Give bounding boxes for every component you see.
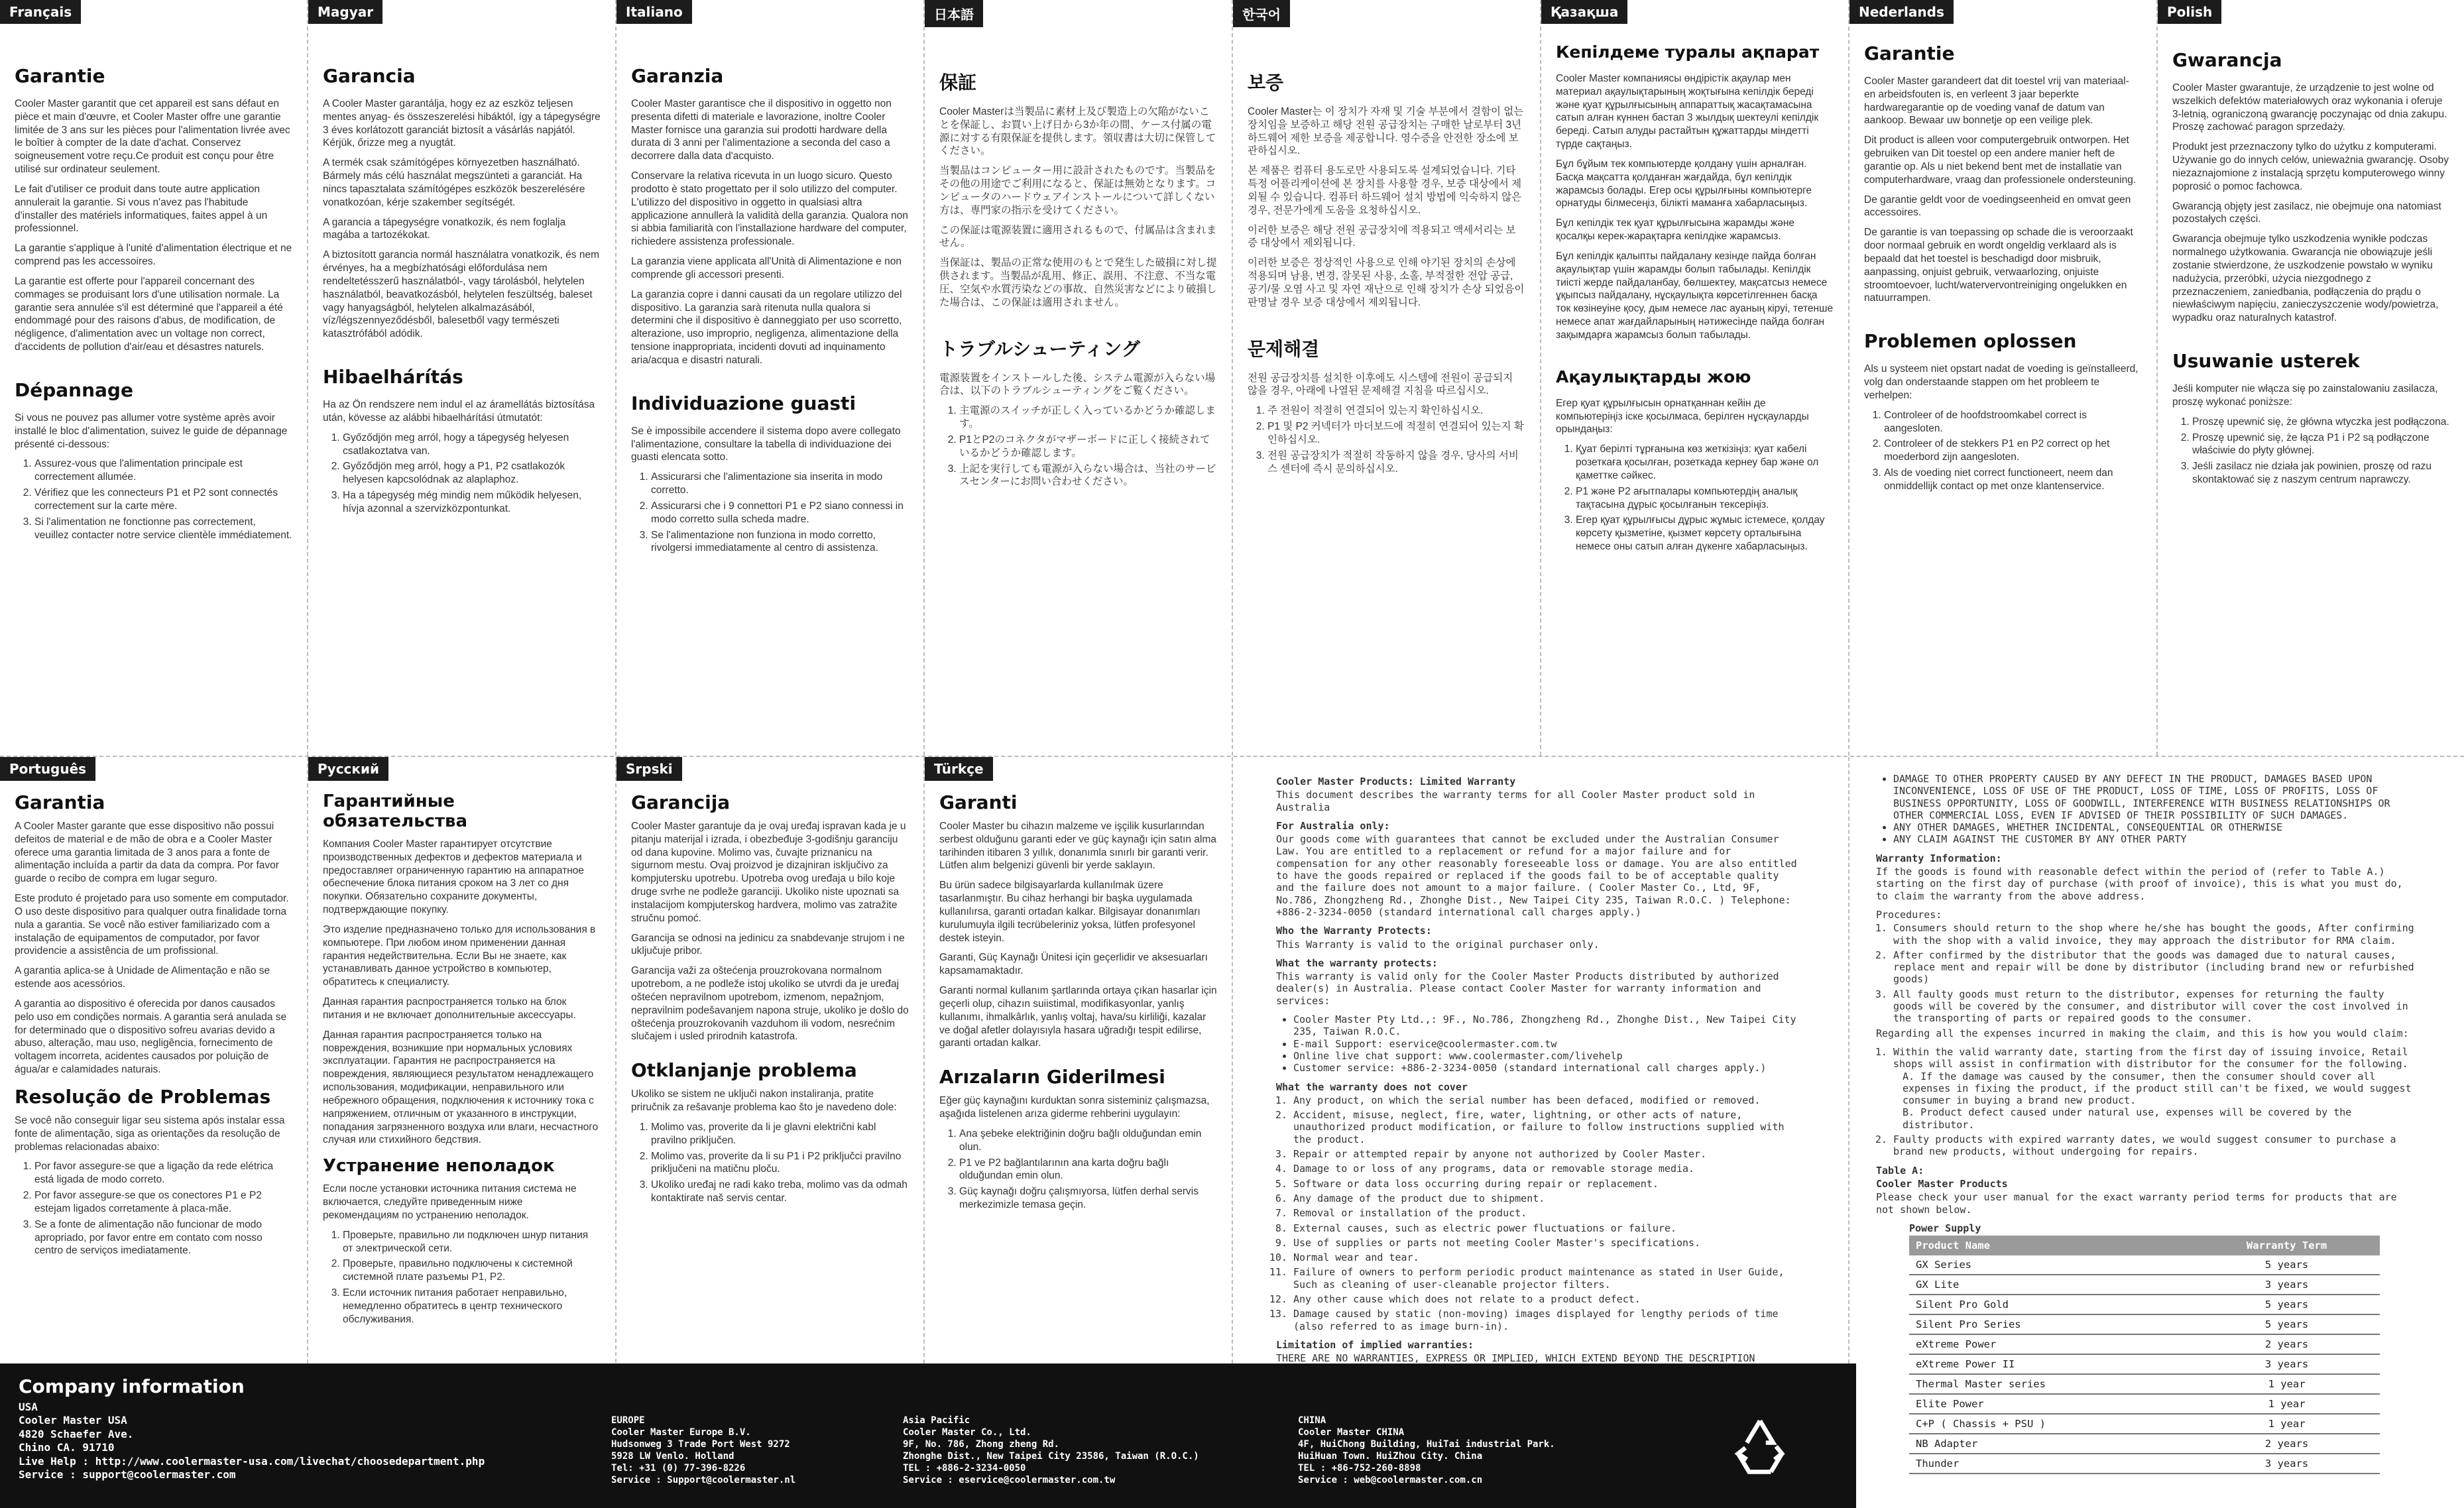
- paragraph: Dit product is alleen voor computergebruik ontworpen. Het gebruiken van Dit toestel op een andere manier heft de garantie op. Als u niet bekend bent met de installatie van computerhardware, vraag dan professionele ondersteuning.: [1864, 135, 2137, 186]
- list-item: 1. Ana şebeke elektriğinin doğru bağlı olduğundan emin olun.: [959, 1128, 1217, 1154]
- lang-tab-nl: Nederlands: [1849, 0, 1954, 24]
- heading: Garancija: [631, 791, 731, 813]
- procedure-list: [1876, 922, 2418, 1024]
- table-subtitle: Cooler Master Products: [1876, 1177, 2008, 1190]
- heading: 보증: [1248, 72, 1284, 93]
- paragraph: THERE ARE NO WARRANTIES, EXPRESS OR IMPLIED, WHICH EXTEND BEYOND THE DESCRIPTION: [1276, 1352, 1755, 1363]
- steps-list: [15, 457, 292, 542]
- list-item: 3. Si l'alimentation ne fonctionne pas correctement, veuillez contacter notre service clientèle immédiatement.: [34, 516, 292, 542]
- lang-tab-pt: Português: [0, 757, 95, 781]
- warranty-term-cell: 2 years: [2194, 1334, 2380, 1354]
- warranty-term-cell: 3 years: [2194, 1354, 2380, 1374]
- table-row: [1909, 1394, 2380, 1414]
- not-covered-list: [1276, 1094, 1802, 1332]
- paragraph: Se è impossibile accendere il sistema dopo avere collegato l'alimentazione, consultare la tabella di individuazione dei guasti elencata sotto.: [631, 425, 901, 463]
- panel-warranty-terms: [1849, 757, 2464, 1508]
- warranty-term-cell: 1 year: [2194, 1414, 2380, 1434]
- company-footer: [0, 1363, 1856, 1508]
- list-item: 7. Removal or installation of the product.: [1293, 1207, 1802, 1219]
- list-item: 3. Егер қуат құрылғысы дұрыс жұмыс істемесе, қолдау көрсету қызметіне, қызмет көрсету орталығына немесе оны сатып алған дүкенге хабарласыңыз.: [1576, 514, 1834, 553]
- paragraph: Garancija se odnosi na jedinicu za snabdevanje strujom i ne uključuje pribor.: [631, 932, 905, 957]
- product-name-cell: C+P ( Chassis + PSU ): [1909, 1414, 2194, 1434]
- warranty-term-cell: 1 year: [2194, 1394, 2380, 1414]
- list-item: 3. 전원 공급장치가 적절히 작동하지 않을 경우, 당사의 서비스 센터에 즉시 문의하십시오.: [1267, 449, 1525, 476]
- paragraph: This document describes the warranty terms for all Cooler Master product sold in Australia: [1276, 789, 1755, 813]
- service-email[interactable]: Service : eservice@coolermaster.com.tw: [903, 1474, 1116, 1485]
- footer-title: Company information: [19, 1375, 245, 1397]
- list-item: 10. Normal wear and tear.: [1293, 1251, 1802, 1263]
- paragraph: Our goods come with guarantees that cannot be excluded under the Australian Consumer Law. You are entitled to a replacement or refund for a major failure and for compensation for any other reasonably foreseeable loss or damage. You are also entitled to have the goods repaired or replaced if the goods fail to be of acceptable quality and the failure does not amount to a major failure. ( Cooler Master Co., Ltd, 9F, No.786, Zhongzheng Rd., Zhonghe Dist., New Taipei City 235, Taiwan R.O.C. ) Telephone: +886-2-3234-0050 (standard international call charges apply.): [1276, 833, 1797, 918]
- heading: Otklanjanje problema: [631, 1059, 857, 1082]
- list-item: 1. 주 전원이 적절히 연결되어 있는지 확인하십시오.: [1267, 404, 1525, 418]
- claim-a: A. If the damage was caused by the consumer, then the consumer should cover all expenses in fixing the product, if the product still can't be fixed, we would suggest consumer in buying a brand new product.: [1903, 1070, 2412, 1107]
- list-item: 1. Consumers should return to the shop where he/she has bought the goods, After confirming with the shop with a valid invoice, they may approach the distributor for RMA claim.: [1893, 922, 2418, 947]
- table-row: [1909, 1275, 2380, 1295]
- product-name-cell: Silent Pro Gold: [1909, 1295, 2194, 1314]
- paragraph: La garantie s'applique à l'unité d'alimentation électrique et ne comprend pas les accessoires.: [15, 243, 292, 268]
- panel-french: [0, 0, 308, 756]
- paragraph: A Cooler Master garantálja, hogy ez az eszköz teljesen mentes anyag- és összeszerelési hibáktól, így a tápegységre 3 éves korlátozott garanciát biztosít a vásárlás napjától. Kérjük, őrizze meg a nyugtát.: [323, 98, 601, 149]
- phone: TEL : +886-2-3234-0050: [903, 1462, 1026, 1474]
- warranty-table-body: [1909, 1255, 2380, 1474]
- panel-japanese: [925, 0, 1233, 756]
- warranty-term-cell: 5 years: [2194, 1295, 2380, 1314]
- region-name: USA: [19, 1401, 38, 1413]
- panel-dutch: [1849, 0, 2158, 756]
- paragraph: A garancia a tápegységre vonatkozik, és nem foglalja magába a tartozékokat.: [323, 216, 566, 241]
- table-row: [1909, 1414, 2380, 1434]
- list-item: 1. Molimo vas, proverite da li je glavni električni kabl pravilno priključen.: [651, 1121, 909, 1147]
- list-item: 1. Assurez-vous que l'alimentation principale est correctement allumée.: [34, 457, 292, 484]
- region-name: CHINA: [1298, 1415, 1326, 1426]
- product-name-cell: Thunder: [1909, 1454, 2194, 1474]
- list-item: 12. Any other cause which does not relate to a product defect.: [1293, 1293, 1802, 1305]
- section-label: Procedures:: [1876, 908, 1942, 921]
- table-label: Table A:: [1876, 1164, 1924, 1177]
- paragraph: De garantie is van toepassing op schade die is veroorzaakt door normaal gebruik en wordt ongeldig verklaard als is bepaald dat het toestel is beschadigd door misbruik, aanpassing, onjuist gebruik, verwaarlozing, onjuiste stroomtoevoer, lucht/watervervontreiniging ongelukken en natuurrampen.: [1864, 227, 2133, 304]
- list-item: • ANY OTHER DAMAGES, WHETHER INCIDENTAL, CONSEQUENTIAL OR OTHERWISE: [1893, 821, 2418, 833]
- lang-tab-sr: Srpski: [616, 757, 682, 781]
- paragraph: Данная гарантия распространяется только на блок питания и не включает дополнительные аксессуары.: [323, 996, 576, 1021]
- paragraph: Бұл кепілдік тек қуат құрылғысына жарамды және қосалқы керек-жарақтарға кепілдіке жарамсыз.: [1556, 217, 1795, 243]
- warranty-term-cell: 3 years: [2194, 1275, 2380, 1295]
- paragraph: Егер қуат құрылғысын орнатқаннан кейін де компьютеріңіз іске қосылмаса, берілген нұсқауларды орындаңыз:: [1556, 397, 1809, 435]
- footer-usa: [19, 1401, 485, 1482]
- list-item: 1. Controleer of de hoofdstroomkabel correct is aangesloten.: [1884, 409, 2142, 435]
- lang-tab-it: Italiano: [616, 0, 692, 24]
- list-item: 9. Use of supplies or parts not meeting Cooler Master's specifications.: [1293, 1237, 1802, 1249]
- table-row: [1909, 1255, 2380, 1275]
- heading: Ақаулықтарды жою: [1556, 367, 1751, 386]
- heading: Problemen oplossen: [1864, 330, 2077, 353]
- footer-china: [1298, 1415, 1555, 1486]
- col-product-name: Product Name: [1909, 1236, 2194, 1255]
- panel-hungarian: [308, 0, 616, 756]
- list-item: 2. After confirmed by the distributor that the goods was damaged due to natural causes, replace ment and repair will be done by distributor (including brand new or refurbished goods): [1893, 949, 2418, 986]
- product-name-cell: NB Adapter: [1909, 1434, 2194, 1454]
- paragraph: A biztosított garancia normál használatra vonatkozik, és nem érvényes, ha a megbízhatósági előfordulása nem rendeltetésszerű használatból-, vagy tárolásból, helytelen használatból, beavatkozásból, helytelen feszültség, baleset vagy hanyagságból, helytelen alkalmazásából, víz/légszennyeződésből, balesetből vagy természeti katasztrófából adódik.: [323, 249, 599, 340]
- lang-tab-hu: Magyar: [308, 0, 382, 24]
- address: Hudsonweg 3 Trade Port West 9272: [611, 1438, 790, 1450]
- panel-italian: [616, 0, 925, 756]
- paragraph: A Cooler Master garante que esse dispositivo não possui defeitos de material e de mão de obra e a Cooler Master oferece uma garantia limitada de 3 anos para a fonte de alimentação incluída a partir da data da compra. Por favor guarde o recibo de compra em lugar seguro.: [15, 821, 279, 885]
- steps-list: [939, 404, 1217, 489]
- paragraph: Данная гарантия распространяется только на повреждения, возникшие при нормальных условиях эксплуатации. Гарантия не распространяется на повреждения, являющиеся результатом ненадлежащего использования, модификации, неправильного или небрежного обращения, подключения к источнику тока с напряжением, отличным от указанного в инструкции, попадания загрязненного воздуха или влаги, несчастного случая или стихийного бедствия.: [323, 1029, 599, 1146]
- paragraph: A termék csak számítógépes környezetben használható. Bármely más célú használat megszünteti a garanciát. Ha nincs tapasztalata számítógépes eszközök beszerelésére vonatkozóan, kérje szakember segítségét.: [323, 157, 585, 208]
- address: 4F, HuiChong Building, HuiTai industrial Park.: [1298, 1438, 1555, 1450]
- paragraph: Cooler Master bu cihazın malzeme ve işçilik kusurlarından serbest olduğunu garanti eder ve güç kaynağı için satın alma tarihinden itibaren 3 yıllık, donanımla sınırlı bir garanti verir. Lütfen alım belgenizi güvenli bir yerde saklayın.: [939, 821, 1216, 872]
- heading: トラブルシューティング: [939, 337, 1140, 360]
- panel-serbian: [616, 757, 925, 1363]
- company-name: Cooler Master USA: [19, 1414, 127, 1427]
- paragraph: Garanti normal kullanım şartlarında ortaya çıkan hasarlar için geçerli olup, cihazın suiistimal, modifikasyonlar, yanlış kullanımı, ihmalkârlık, yanlış voltaj, hava/su kirliliği, kazalar ve doğal afetler dolayısıyla hasara uğradığı tespit edilirse, garanti ortadan kalkar.: [939, 985, 1217, 1049]
- paragraph: Gwarancją objęty jest zasilacz, nie obejmuje ona natomiast pozostałych części.: [2172, 200, 2441, 225]
- list-item: 2. Accident, misuse, neglect, fire, water, lightning, or other acts of nature, unauthorized product modification, or failure to follow instructions supplied with the product.: [1293, 1109, 1802, 1145]
- paragraph: Cooler Masterは当製品に素材上及び製造上の欠陥がないことを保証し、お買い上げ日から3か年の間、ケース付属の電源に対する有限保証を提供します。領収書は大切に保管してください。: [939, 106, 1216, 157]
- claim-list: [1876, 1046, 2418, 1158]
- product-name-cell: eXtreme Power: [1909, 1334, 2194, 1354]
- paragraph: Please check your user manual for the exact warranty period terms for products that are not shown below.: [1876, 1191, 2397, 1216]
- heading: Garanti: [939, 791, 1018, 813]
- steps-list: [1864, 409, 2142, 493]
- list-item: 1. Қуат берілті тұрғанына көз жеткізіңіз: қуат кабелі розеткаға қосылған, розеткада кернеу бар және ол қаметтке сәйкес.: [1576, 443, 1834, 482]
- paragraph: A garantia aplica-se à Unidade de Alimentação e não se estende aos acessórios.: [15, 965, 270, 990]
- product-name-cell: GX Lite: [1909, 1275, 2194, 1295]
- paragraph: Cooler Master gwarantuje, że urządzenie to jest wolne od wszelkich defektów materiałowych oraz wykonania i oferuje 3-letnią, ograniczoną gwarancję poczynając od dnia zakupu. Proszę zachować paragon sprzedaży.: [2172, 82, 2447, 133]
- warranty-term-cell: 3 years: [2194, 1454, 2380, 1474]
- paragraph: This warranty is valid only for the Cooler Master Products distributed by authorized dealer(s) in Australia. Please contact Cooler Master for warranty information and services:: [1276, 970, 1779, 1007]
- paragraph: This Warranty is valid to the original purchaser only.: [1276, 938, 1600, 951]
- panel-kazakh: [1541, 0, 1849, 756]
- list-item: 2. Győződjön meg arról, hogy a P1, P2 csatlakozók helyesen kapcsolódnak az alaplaphoz.: [343, 460, 601, 487]
- list-item: 1. Any product, on which the serial number has been defaced, modified or removed.: [1293, 1094, 1802, 1106]
- panel-turkish: [925, 757, 1233, 1363]
- steps-list: [323, 1229, 601, 1326]
- list-item: 3. 上記を実行しても電源が入らない場合は、当社のサービスセンターにお問い合わせください。: [959, 463, 1217, 489]
- heading: Garantie: [1864, 42, 1955, 64]
- panel-warranty-australia: [1233, 757, 1849, 1363]
- table-category: Power Supply: [1909, 1222, 1981, 1234]
- warranty-term-cell: 2 years: [2194, 1434, 2380, 1454]
- paragraph: Cooler Master компаниясы өндірістік ақаулар мен материал ақаулықтарының жоқтығына кепілдік береді және қуат құрылғысының аппараттық жасақтамасына сатып алған күннен бастап 3 жылдық шектеулі кепілдік береді. Сатып алуды растайтын құжаттарды міндетті түрде сақтаңыз.: [1556, 73, 1819, 150]
- list-item: 3. Als de voeding niet correct functioneert, neem dan onmiddellijk contact op met onze klantenservice.: [1884, 467, 2142, 493]
- panel-portuguese: [0, 757, 308, 1363]
- lang-tab-ko: 한국어: [1233, 0, 1290, 27]
- list-item: 3. Se a fonte de alimentação não funcionar de modo apropriado, por favor entre em contato com nosso centro de serviços imediatamente.: [34, 1218, 292, 1257]
- heading: Garanzia: [631, 65, 724, 87]
- section-label: For Australia only:: [1276, 819, 1390, 832]
- list-item: • ANY CLAIM AGAINST THE CUSTOMER BY ANY OTHER PARTY: [1893, 833, 2418, 845]
- paragraph: Jeśli komputer nie włącza się po zainstalowaniu zasilacza, proszę wykonać poniższe:: [2172, 383, 2438, 408]
- paragraph: Ha az Ön rendszere nem indul el az áramellátás biztosítása után, kövesse az alábbi hibaelhárítási útmutatót:: [323, 399, 595, 424]
- paragraph: Бұл кепілдік қалыпты пайдалану кезінде пайда болған ақаулықтар үшін жарамды болып табылады. Кепілдік тиісті жерде пайдаланбау, бөлшектеу, мақсатсыз немесе ұқыпсыз пайдалану, нұсқаулықта көрсетілгеннен басқа ток көзінеуіне қосу, дым немесе лас ауаның кіруі, тетенше немесе апат жағдайларының нәтижесінде пайда болған зақымдарға жарамсыз болып табылады.: [1556, 250, 1834, 341]
- paragraph: If the goods is found with reasonable defect within the period of (refer to Table A.) starting on the first day of purchase (with proof of invoice), this is what you must do, to claim the warranty from the above address.: [1876, 866, 2403, 902]
- section-label: Warranty Information:: [1876, 852, 2002, 864]
- company-name: Cooler Master Europe B.V.: [611, 1426, 751, 1438]
- heading: Usuwanie usterek: [2172, 350, 2360, 373]
- heading: 문제해결: [1248, 337, 1320, 360]
- paragraph: Eğer güç kaynağını kurduktan sonra sisteminiz çalışmazsa, aşağıda listelenen arıza giderme rehberini uygulayın:: [939, 1095, 1210, 1120]
- service-email[interactable]: Service : web@coolermaster.com.cn: [1298, 1474, 1483, 1485]
- lang-tab-ru: Русский: [308, 757, 388, 781]
- heading: Кепілдеме туралы ақпарат: [1556, 42, 1820, 62]
- list-item: 2. Faulty products with expired warranty dates, we would suggest consumer to purchase a brand new products, without undergoing for repairs.: [1893, 1133, 2418, 1158]
- paragraph: Este produto é projetado para uso somente em computador. O uso deste dispositivo para qualquer outra finalidade torna nula a garantia. Se você não estiver familiarizado com a instalação de equipamentos de computador, por favor providencie a assistência de um profissional.: [15, 893, 289, 957]
- panel-polish: [2158, 0, 2464, 756]
- address: Chino CA. 91710: [19, 1441, 115, 1454]
- list-item: 3. Güç kaynağı doğru çalışmıyorsa, lütfen derhal servis merkezimizle temasa geçin.: [959, 1185, 1217, 1212]
- live-help-link[interactable]: Live Help : http://www.coolermaster-usa.com/livechat/choosedepartment.php: [19, 1454, 485, 1468]
- footer-asia-pacific: [903, 1415, 1199, 1486]
- product-name-cell: Thermal Master series: [1909, 1374, 2194, 1394]
- paragraph: Компания Cooler Master гарантирует отсутствие производственных дефектов и дефектов материала и предоставляет ограниченную гарантию на аппаратное обеспечение блока питания сроком на 3 лет со дня покупки. Обязательно сохраните документы, подтверждающие покупку.: [323, 839, 585, 916]
- paragraph: Se você não conseguir ligar seu sistema após instalar essa fonte de alimentação, siga as orientações da resolução de problemas relacionadas abaixo:: [15, 1114, 285, 1153]
- list-item: 3. All faulty goods must return to the distributor, expenses for returning the faulty goods will be covered by the consumer, and distributor will cover the cost involved in the transporting of parts or repaired goods to the consumer.: [1893, 988, 2418, 1025]
- list-item: 11. Failure of owners to perform periodic product maintenance as stated in User Guide, Such as cleaning of user-cleanable projector filters.: [1293, 1266, 1802, 1291]
- product-name-cell: Elite Power: [1909, 1394, 2194, 1414]
- heading: Гарантийные обязательства: [323, 791, 468, 831]
- address: 4820 Schaefer Ave.: [19, 1427, 134, 1440]
- list-item: 13. Damage caused by static (non-moving) images displayed for lengthy periods of time (also referred to as image burn-in).: [1293, 1308, 1802, 1332]
- lang-tab-tr: Türkçe: [925, 757, 993, 781]
- list-item: 2. Assicurarsi che i 9 connettori P1 e P2 siano connessi in modo corretto sulla scheda madre.: [651, 500, 909, 526]
- address: 9F, No. 786, Zhong zheng Rd.: [903, 1438, 1060, 1450]
- list-item: 2. Por favor assegure-se que os conectores P1 e P2 estejam ligados corretamente à placa-mãe.: [34, 1189, 292, 1216]
- paragraph: 이러한 보증은 정상적인 사용으로 인해 야기된 장치의 손상에 적용되며 남용, 변경, 잘못된 사용, 소홀, 부적절한 전압 공급, 공기/물 오염 사고 및 자연 재난으로 인해 장치가 손상 되었음이 판명날 경우 보증 대상에서 제외됩니다.: [1248, 257, 1525, 308]
- product-name-cell: eXtreme Power II: [1909, 1354, 2194, 1374]
- company-name: Cooler Master CHINA: [1298, 1426, 1405, 1438]
- list-item: 2. Проверьте, правильно подключены к системной системной плате разъемы P1, P2.: [343, 1257, 601, 1284]
- list-item: 3. Ukoliko uređaj ne radi kako treba, molimo vas da odmah kontaktirate naš servis centar.: [651, 1179, 909, 1205]
- claim-b: B. Product defect caused under natural use, expenses will be covered by the distributor.: [1903, 1106, 2352, 1131]
- paragraph: Cooler Master garantuje da je ovaj uređaj ispravan kada je u pitanju materijal i izrada, i obezbeđuje 3-godišnju garanciju od dana kupovine. Molimo vas, čuvajte priznanicu na sigurnom mestu. Ovaj proizvod je dizajniran isključivo za kompjutersku upotrebu. Upotreba ovog uređaja u bilo koje druge svrhe ne podleže garanciji. Ukoliko niste upoznati sa instalacijom kompjuterskog hardvera, molimo vas zatražite stručnu pomoć.: [631, 821, 906, 924]
- paragraph: Бұл бұйым тек компьютерде қолдану үшін арналған. Басқа мақсатта қолданған жағдайда, бұл кепілдік жарамсыз болады. Егер осы құрылғыны компьютерге орнатуды білмесеңіз, білікті маманға хабарласыңыз.: [1556, 158, 1812, 209]
- list-item: 1. Por favor assegure-se que a ligação da rede elétrica está ligada de modo correto.: [34, 1160, 292, 1187]
- list-item: 2. Vérifiez que les connecteurs P1 et P2 sont connectés correctement sur la carte mère.: [34, 487, 292, 513]
- paragraph: Garancija važi za oštećenja prouzrokovana normalnom upotrebom, a ne podleže istoj ukoliko se utvrdi da je uređaj oštećen nepravilnom upotrebom, izmenom, nepažnjom, nepravilnim podešavanjem napona struje, ukoliko je došlo do oštećenja prouzrokovanih vazduhom ili vodom, nesrećnim slučajem i usled prirodnih katastrofa.: [631, 965, 909, 1043]
- paragraph: Это изделие предназначено только для использования в компьютере. При любом ином применении данная гарантия недействительна. Если Вы не знаете, как устанавливать данное устройство в компьютер, обратитесь к специалисту.: [323, 923, 596, 988]
- paragraph: Bu ürün sadece bilgisayarlarda kullanılmak üzere tasarlanmıştır. Bu cihaz herhangi bir başka uygulamada kullanılırsa, garanti ortadan kalkar. Bilgisayar donanımları kurulumuyla ilgili tecrübeleriniz yoksa, lütfen profesyonel destek isteyin.: [939, 880, 1201, 944]
- warranty-term-cell: 5 years: [2194, 1255, 2380, 1275]
- list-item: 1. Assicurarsi che l'alimentazione sia inserita in modo corretto.: [651, 471, 909, 497]
- heading: Arızaların Giderilmesi: [939, 1066, 1165, 1088]
- list-item: 2. Molimo vas, proverite da li su P1 i P2 priključci pravilno priključeni na matičnu ploču.: [651, 1150, 909, 1177]
- steps-list: [939, 1128, 1217, 1212]
- service-email[interactable]: Service : support@coolermaster.com: [19, 1468, 236, 1481]
- paragraph: Si vous ne pouvez pas allumer votre système après avoir installé le bloc d'alimentation, suivez le guide de dépannage présenté ci-dessous:: [15, 412, 288, 450]
- paragraph: Produkt jest przeznaczony tylko do użytku z komputerami. Używanie go do innych celów, unieważnia gwarancję. Osoby niezaznajomione z instalacją sprzętu komputerowego winny poprosić o pomoc fachowca.: [2172, 141, 2449, 192]
- steps-list: [15, 1160, 292, 1257]
- list-item: 6. Any damage of the product due to shipment.: [1293, 1192, 1802, 1204]
- list-item: 1. Proszę upewnić się, że główna wtyczka jest podłączona.: [2192, 416, 2449, 429]
- paragraph: Garanti, Güç Kaynağı Ünitesi için geçerlidir ve aksesuarları kapsamamaktadır.: [939, 952, 1208, 977]
- paragraph: 電源装置をインストールした後、システム電源が入らない場合は、以下のトラブルシューティングをご覧ください。: [939, 372, 1216, 397]
- list-item: 3. Ha a tápegység még mindig nem működik helyesen, hívja azonnal a szervizközpontunkat.: [343, 489, 601, 516]
- table-row: [1909, 1454, 2380, 1474]
- table-header-row: [1909, 1236, 2380, 1255]
- paragraph: 当保証は、製品の正常な使用のもとで発生した破損に対し提供されます。当製品が乱用、修正、誤用、不注意、不当な電圧、空気や水質汚染などの事故、自然災害などにより破損した場合は、この保証は適用されません。: [939, 257, 1217, 308]
- paragraph: Cooler Master는 이 장치가 자재 및 기술 부분에서 결함이 없는 장치임을 보증하고 해당 전원 공급장치는 구매한 날로부터 3년 하드웨어 제한 보증을 제공합니다. 영수증을 안전한 장소에 보관하십시오.: [1248, 106, 1524, 157]
- paragraph: この保証は電源装置に適用されるもので、付属品は含まれません。: [939, 224, 1217, 249]
- table-row: [1909, 1295, 2380, 1314]
- section-label: Limitation of implied warranties:: [1276, 1338, 1474, 1351]
- region-name: Asia Pacific: [903, 1415, 970, 1426]
- heading: 保証: [939, 72, 977, 93]
- paragraph: Cooler Master garandeert dat dit toestel vrij van materiaal- en arbeidsfouten is, en verleent 3 jaar beperkte hardwaregarantie op de voeding vanaf de datum van aankoop. Bewaar uw bonnetje op een veilige plek.: [1864, 76, 2129, 127]
- list-item: 2. P1 및 P2 커넥터가 마더보드에 적절히 연결되어 있는지 확인하십시오.: [1267, 420, 1525, 447]
- steps-list: [323, 432, 601, 516]
- heading: Resolução de Problemas: [15, 1085, 271, 1108]
- paragraph: Conservare la relativa ricevuta in un luogo sicuro. Questo prodotto è stato progettato per il solo utilizzo del computer. L'utilizzo del dispositivo in oggetto in qualsiasi altra applicazione annullerà la validità della garanzia. Qualora non si abbia familiarità con l'installazione hardware del computer, richiedere assistenza professionale.: [631, 170, 908, 248]
- address: HuiHuan Town. HuiZhou City. China: [1298, 1450, 1483, 1462]
- table-row: [1909, 1314, 2380, 1334]
- paragraph: Le fait d'utiliser ce produit dans toute autre application annulerait la garantie. Si vous n'avez pas l'habitude d'installer des matériels informatiques, faites appel à un professionnel.: [15, 183, 268, 235]
- warranty-term-cell: 1 year: [2194, 1374, 2380, 1394]
- list-item: 2. Controleer of de stekkers P1 en P2 correct op het moederbord zijn aangesloten.: [1884, 437, 2142, 464]
- list-item: 8. External causes, such as electric power fluctuations or failure.: [1293, 1222, 1802, 1234]
- paragraph: De garantie geldt voor de voedingseenheid en omvat geen accessoires.: [1864, 194, 2131, 219]
- paragraph: La garanzia copre i danni causati da un regolare utilizzo del dispositivo. La garanzia sarà ritenuta nulla qualora si determini che il dispositivo è danneggiato per uso scorretto, alterazione, uso improprio, negligenza, alimentazione della tensione inappropriata, incidenti dovuti ad inquinamento aria/acqua e disastri naturali.: [631, 288, 902, 366]
- col-warranty-term: Warranty Term: [2194, 1236, 2380, 1255]
- paragraph: Если после установки источника питания система не включается, следуйте приведенным ниже рекомендациям по устранению неполадок.: [323, 1183, 577, 1221]
- paragraph: 전원 공급장치를 설치한 이후에도 시스템에 전원이 공급되지 않을 경우, 아래에 나열된 문제해결 지침을 따르십시오.: [1248, 372, 1513, 397]
- list-item: 1. Győződjön meg arról, hogy a tápegység helyesen csatlakoztatva van.: [343, 432, 601, 458]
- section-label: Who the Warranty Protects:: [1276, 925, 1432, 937]
- list-item: • Cooler Master Pty Ltd.,: 9F., No.786, Zhongzheng Rd., Zhonghe Dist., New Taipei City 235, Taiwan R.O.C.: [1293, 1014, 1802, 1038]
- list-item: 3. Если источник питания работает неправильно, немедленно обратитесь в центр технического обслуживания.: [343, 1287, 601, 1326]
- table-row: [1909, 1434, 2380, 1454]
- heading: Garantia: [15, 791, 105, 813]
- recycle-icon: [1724, 1410, 1796, 1483]
- heading: Hibaelhárítás: [323, 366, 463, 388]
- lang-tab-kk: Қазақша: [1541, 0, 1627, 24]
- heading: Garancia: [323, 65, 416, 87]
- paragraph: Gwarancja obejmuje tylko uszkodzenia wynikłe podczas normalnego użytkowania. Gwarancja nie obowiązuje jeśli zostanie stwierdzone, że uszkodzenie powstało w wyniku nadużycia, przeróbki, użycia niezgodnego z przeznaczeniem, zaniedbania, podłączenia do prądu o niewłaściwym napięciu, zanieczyszczenie wody/powietrza, wypadku oraz naturalnych katastrof.: [2172, 233, 2439, 324]
- section-label: What the warranty protects:: [1276, 957, 1438, 969]
- list-item: 3. Jeśli zasilacz nie działa jak powinien, proszę od razu skontaktować się z naszym centrum naprawczy.: [2192, 460, 2449, 487]
- product-name-cell: GX Series: [1909, 1255, 2194, 1275]
- phone: Tel: +31 (0) 77-396-8226: [611, 1462, 746, 1474]
- phone: TEL : +86-752-260-8898: [1298, 1462, 1421, 1474]
- damage-list: [1876, 773, 2418, 846]
- steps-list: [1556, 443, 1834, 553]
- heading: Individuazione guasti: [631, 392, 856, 414]
- list-item: • Online live chat support: www.coolermaster.com/livehelp: [1293, 1050, 1802, 1062]
- contact-list: [1276, 1014, 1802, 1074]
- product-name-cell: Silent Pro Series: [1909, 1314, 2194, 1334]
- steps-list: [1248, 404, 1525, 475]
- list-item: • DAMAGE TO OTHER PROPERTY CAUSED BY ANY DEFECT IN THE PRODUCT, DAMAGES BASED UPON INCONVENIENCE, LOSS OF USE OF THE PRODUCT, LOSS OF TIME, LOSS OF PROFITS, LOSS OF BUSINESS OPPORTUNITY, LOSS OF GOODWILL, INTERFERENCE WITH BUSINESS RELATIONSHIPS OR OTHER COMMERCIAL LOSS, EVEN IF ADVISED OF THEIR POSSIBILITY OF SUCH DAMAGES.: [1893, 773, 2418, 821]
- address: Zhonghe Dist., New Taipei City 23586, Taiwan (R.O.C.): [903, 1450, 1199, 1462]
- steps-list: [631, 471, 909, 555]
- heading: Устранение неполадок: [323, 1156, 555, 1177]
- paragraph: 이러한 보증은 해당 전원 공급장치에 적용되고 액세서리는 보증 대상에서 제외됩니다.: [1248, 224, 1516, 249]
- list-item: 3. Repair or attempted repair by anyone not authorized by Cooler Master.: [1293, 1148, 1802, 1160]
- list-item: 1. Проверьте, правильно ли подключен шнур питания от электрической сети.: [343, 1229, 601, 1255]
- lang-tab-pl: Polish: [2158, 0, 2221, 24]
- steps-list: [631, 1121, 909, 1205]
- list-item: 1. 主電源のスイッチが正しく入っているかどうか確認します。: [959, 404, 1217, 431]
- paragraph: La garantie est offerte pour l'appareil concernant des commages se produisant lors d'une utilisation normale. La garantie sera annulée s'il est déterminé que l'appareil a été endommagé pour des raisons d'abus, de modification, de négligence, d'alimentation avec un voltage non correct, d'accidents de pollution d'air/eau et désastres naturels.: [15, 275, 283, 353]
- steps-list: [2172, 416, 2449, 487]
- warranty-title: Cooler Master Products: Limited Warranty: [1276, 776, 1516, 787]
- list-item: • E-mail Support: eservice@coolermaster.com.tw: [1293, 1038, 1802, 1050]
- list-item: [1893, 1046, 2418, 1131]
- paragraph: A garantia ao dispositivo é oferecida por danos causados pelo uso em condições normais. A garantia será anulada se for determinado que o dispositivo sofreu avarias devido a abuso, alteração, mau uso, negligência, fornecimento de voltagem incorreta, acidentes causados por poluição de água/ar e calamidades naturais.: [15, 998, 287, 1076]
- paragraph: 본 제품은 컴퓨터 용도로만 사용되도록 설계되었습니다. 기타 특정 어플리케이션에 본 장치를 사용할 경우, 보증 대상에서 제외될 수 있습니다. 컴퓨터 하드웨어 설치 방법에 익숙하지 않은 경우, 전문가에게 도움을 요청하십시오.: [1248, 165, 1522, 216]
- paragraph: 当製品はコンピューター用に設計されたものです。当製品をその他の用途でご利用になると、保証は無効となります。コンピュータのハードウェアインストールについて詳しくない方は、専門家の指示を受けてください。: [939, 165, 1216, 216]
- list-item: 3. Se l'alimentazione non funziona in modo corretto, rivolgersi immediatamente al centro di assistenza.: [651, 529, 909, 555]
- heading: Gwarancja: [2172, 49, 2282, 71]
- table-row: [1909, 1334, 2380, 1354]
- paragraph: Als u systeem niet opstart nadat de voeding is geïnstalleerd, volg dan onderstaande stappen om het probleem te verhelpen:: [1864, 363, 2139, 401]
- list-item: 2. Proszę upewnić się, że łącza P1 i P2 są podłączone właściwie do płyty głównej.: [2192, 432, 2449, 458]
- paragraph: Regarding all the expenses incurred in making the claim, and this is how you would claim:: [1876, 1027, 2409, 1039]
- list-item: 2. P1とP2のコネクタがマザーボードに正しく接続されているかどうか確認します。: [959, 434, 1217, 460]
- list-item: 5. Software or data loss occurring during repair or replacement.: [1293, 1178, 1802, 1190]
- paragraph: Cooler Master garantisce che il dispositivo in oggetto non presenta difetti di materiale e lavorazione, inoltre Cooler Master fornisce una garanzia sui prodotti hardware della durata di 3 anni per l'alimentazione a seconda del caso a decorrere dalla data d'acquisto.: [631, 98, 892, 162]
- service-email[interactable]: Service : Support@coolermaster.nl: [611, 1474, 796, 1485]
- list-item: 2. P1 ve P2 bağlantılarının ana karta doğru bağlı olduğundan emin olun.: [959, 1157, 1217, 1183]
- footer-europe: [611, 1415, 795, 1486]
- panel-korean: [1233, 0, 1541, 756]
- warranty-term-cell: 5 years: [2194, 1314, 2380, 1334]
- table-row: [1909, 1354, 2380, 1374]
- paragraph: La garanzia viene applicata all'Unità di Alimentazione e non comprende gli accessori presenti.: [631, 256, 902, 280]
- lang-tab-fr: Français: [0, 0, 81, 24]
- section-label: What the warranty does not cover: [1276, 1080, 1468, 1093]
- table-row: [1909, 1374, 2380, 1394]
- address: 5928 LW Venlo. Holland: [611, 1450, 734, 1462]
- list-item: 4. Damage to or loss of any programs, data or removable storage media.: [1293, 1163, 1802, 1175]
- company-name: Cooler Master Co., Ltd.: [903, 1426, 1031, 1438]
- region-name: EUROPE: [611, 1415, 645, 1426]
- list-item: • Customer service: +886-2-3234-0050 (standard international call charges apply.): [1293, 1062, 1802, 1074]
- heading: Dépannage: [15, 378, 133, 401]
- lang-tab-ja: 日本語: [925, 0, 983, 27]
- list-item: 2. P1 және P2 ағытпалары компьютердің аналық тақтасына дұрыс қосылғанын тексеріңіз.: [1576, 485, 1834, 512]
- warranty-table: [1909, 1236, 2380, 1474]
- heading: Garantie: [15, 65, 105, 87]
- paragraph: Ukoliko se sistem ne uključi nakon instaliranja, pratite priručnik za rešavanje problema kao što je navedeno dole:: [631, 1088, 897, 1114]
- paragraph: Cooler Master garantit que cet appareil est sans défaut en pièce et main d'œuvre, et Cooler Master offre une garantie limitée de 3 ans sur les pièces pour l'alimentation livrée avec le boîtier à compter de la date d'achat. Conservez soigneusement votre reçu.Ce produit est conçu pour être utilisé sur ordinateur seulement.: [15, 98, 290, 176]
- claim-text: Within the valid warranty date, starting from the first day of issuing invoice, Retail shops will assist in confirmation with distributor for the consumer for the following.: [1893, 1045, 2408, 1071]
